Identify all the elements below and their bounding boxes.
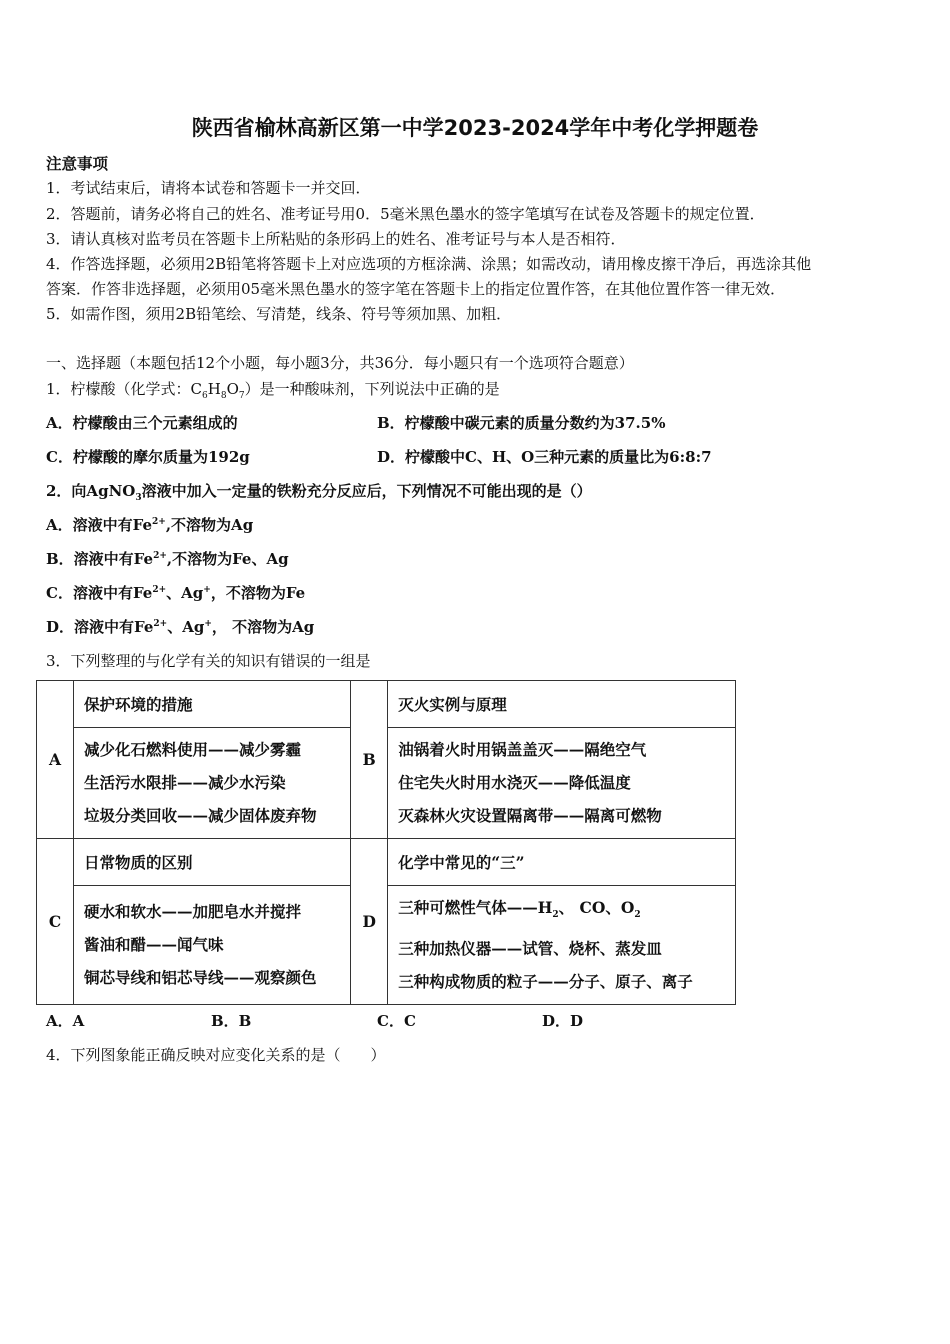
q2-option-d: D．溶液中有$Fe^{2+}$、Ag+， 不溶物为Ag: [46, 618, 315, 636]
note-item: 2．答题前，请务必将自己的姓名、准考证号用0．5毫米黑色墨水的签字笔填写在试卷及答题卡的规定位置．: [46, 205, 765, 223]
q1-option-c: C．柠檬酸的摩尔质量为192g: [46, 448, 250, 466]
q2-option-b: B．溶液中有$Fe^{2+}$,不溶物为Fe、Ag: [46, 550, 289, 568]
cell-body-c: 硬水和软水——加肥皂水并搅拌 酱油和醋——闻气味 铜芯导线和铝芯导线——观察颜色: [74, 885, 351, 1004]
q1-option-b: B．柠檬酸中碳元素的质量分数约为37.5%: [377, 414, 666, 432]
cell-label-c: C: [37, 838, 74, 1004]
q2-option-c: C．溶液中有$Fe^{2+}$、Ag+，不溶物为Fe: [46, 584, 306, 602]
q3-table: [36, 680, 736, 1005]
q2-option-a: A．溶液中有$Fe^{2+}$,不溶物为Ag: [46, 516, 254, 534]
note-item: 4．作答选择题，必须用2B铅笔将答题卡上对应选项的方框涂满、涂黑；如需改动，请用橡皮擦干净后，再选涂其他: [46, 255, 812, 273]
q3-option-d: D．D: [542, 1012, 584, 1030]
q3-stem: 3．下列整理的与化学有关的知识有错误的一组是: [46, 652, 371, 670]
q3-option-b: B．B: [211, 1012, 252, 1030]
q3-option-a: A．A: [46, 1012, 85, 1030]
cell-head-c: 日常物质的区别: [74, 838, 351, 885]
page-title: 陕西省榆林高新区第一中学2023-2024学年中考化学押题卷: [191, 116, 759, 140]
section-heading: 一、选择题（本题包括12个小题，每小题3分，共36分．每小题只有一个选项符合题意）: [46, 354, 634, 372]
note-item: 3．请认真核对监考员在答题卡上所粘贴的条形码上的姓名、准考证号与本人是否相符．: [46, 230, 626, 248]
q1-stem: 1．柠檬酸（化学式：$C_6H_8O_7$）是一种酸味剂，下列说法中正确的是: [46, 380, 500, 401]
cell-head-a: 保护环境的措施: [74, 681, 351, 728]
q4-stem: 4．下列图象能正确反映对应变化关系的是（ ）: [46, 1046, 386, 1064]
q1-option-d: D．柠檬酸中C、H、O三种元素的质量比为6:8:7: [377, 448, 712, 466]
q1-option-a: A．柠檬酸由三个元素组成的: [46, 414, 238, 432]
q2-stem: 2．向AgNO$_3$溶液中加入一定量的铁粉充分反应后，下列情况不可能出现的是（）: [46, 482, 592, 503]
note-item: 1．考试结束后，请将本试卷和答题卡一并交回．: [46, 179, 371, 197]
notes-heading: 注意事项: [46, 154, 109, 173]
note-item: 5．如需作图，须用2B铅笔绘、写清楚，线条、符号等须加黑、加粗．: [46, 305, 512, 323]
cell-body-d: 三种可燃性气体$——H_2$、 CO、$O_2$ 三种加热仪器——试管、烧杯、蒸发皿 三种构成物质的粒子——分子、原子、离子: [388, 885, 736, 1004]
q3-option-c: C．C: [377, 1012, 416, 1030]
cell-label-d: D: [351, 838, 388, 1004]
cell-head-b: 灭火实例与原理: [388, 681, 736, 728]
note-item: 答案．作答非选择题，必须用05毫米黑色墨水的签字笔在答题卡上的指定位置作答，在其他位置作答一律无效．: [46, 280, 786, 298]
cell-body-b: 油锅着火时用锅盖盖灭——隔绝空气 住宅失火时用水浇灭——降低温度 灭森林火灾设置隔离带——隔离可燃物: [388, 728, 736, 839]
cell-label-b: B: [351, 681, 388, 839]
cell-label-a: A: [37, 681, 74, 839]
cell-body-a: 减少化石燃料使用——减少雾霾 生活污水限排——减少水污染 垃圾分类回收——减少固体废弃物: [74, 728, 351, 839]
cell-head-d: 化学中常见的“三”: [388, 838, 736, 885]
